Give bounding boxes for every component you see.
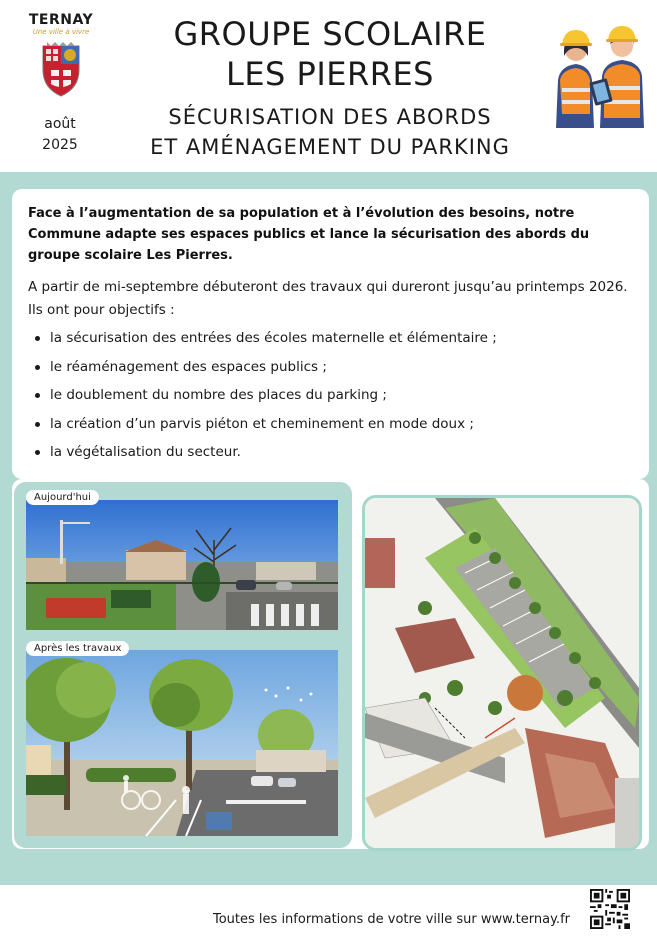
footer xyxy=(0,885,657,941)
label-today: Aujourd'hui xyxy=(26,490,99,505)
main-content xyxy=(0,172,657,885)
town-name: TERNAY xyxy=(28,12,94,28)
title-line-2: LES PIERRES xyxy=(226,55,434,93)
qr-code-icon[interactable] xyxy=(590,889,630,929)
list-item: la création d’un parvis piéton et cheminement en mode doux ; xyxy=(28,410,628,439)
subtitle-line-2: ET AMÉNAGEMENT DU PARKING xyxy=(150,135,510,159)
schedule-paragraph: A partir de mi-septembre débuteront des travaux qui dureront jusqu’au printemps 2026. Ils ont pour objectifs : xyxy=(28,279,628,318)
header xyxy=(0,0,657,172)
construction-workers-icon xyxy=(550,18,650,130)
page-subtitle xyxy=(110,102,550,162)
publication-date xyxy=(20,114,100,156)
text-card xyxy=(12,189,649,479)
date-year: 2025 xyxy=(42,137,78,153)
title-line-1: GROUPE SCOLAIRE xyxy=(173,15,487,53)
photos-panel xyxy=(14,482,352,848)
label-after-works: Après les travaux xyxy=(26,641,129,656)
subtitle-line-1: SÉCURISATION DES ABORDS xyxy=(168,105,492,129)
site-plan-map xyxy=(362,495,642,851)
town-tagline: Une ville à vivre xyxy=(32,28,90,36)
date-month: août xyxy=(44,116,76,132)
list-item: le réaménagement des espaces publics ; xyxy=(28,353,628,382)
intro-text: Face à l’augmentation de sa population et à l’évolution des besoins, notre Commune adapte ses espaces publics et lance la sécurisation des abords du groupe scolaire Les Pierres. xyxy=(28,206,590,263)
town-logo[interactable] xyxy=(26,12,96,102)
list-item: la sécurisation des entrées des écoles maternelle et élémentaire ; xyxy=(28,324,628,353)
coat-of-arms-icon xyxy=(37,40,85,98)
list-item: la végétalisation du secteur. xyxy=(28,438,628,467)
list-item: le doublement du nombre des places du parking ; xyxy=(28,381,628,410)
footer-website-text[interactable]: Toutes les informations de votre ville sur www.ternay.fr xyxy=(213,912,570,927)
photo-after-works xyxy=(26,650,338,836)
page-title xyxy=(110,14,550,94)
objectives-list xyxy=(28,324,628,467)
photo-today xyxy=(26,500,338,630)
